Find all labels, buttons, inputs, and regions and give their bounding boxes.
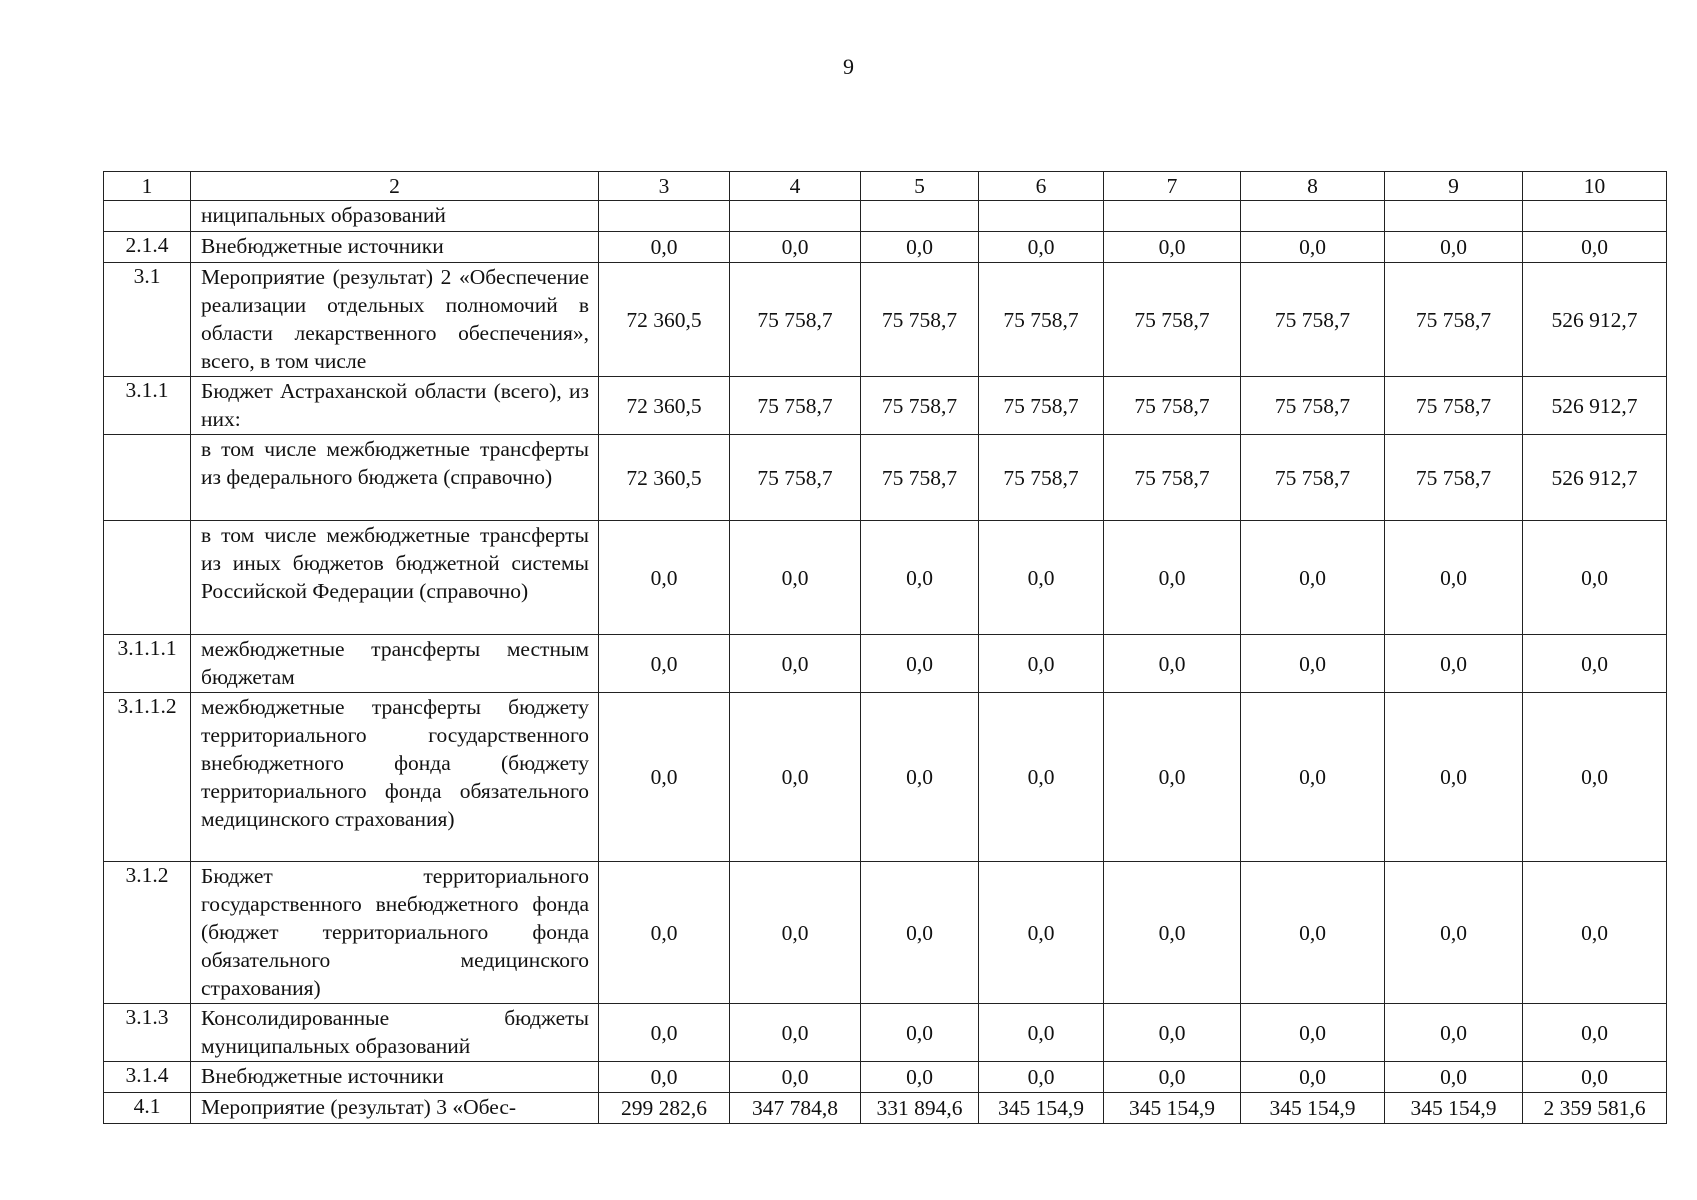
- table-row: [104, 232, 1667, 263]
- table-row: [104, 1093, 1667, 1124]
- value-cell: 75 758,7: [1104, 435, 1241, 521]
- value-cell: 0,0: [1104, 1062, 1241, 1093]
- value-cell: 0,0: [1523, 232, 1667, 263]
- value-cell: 0,0: [599, 1004, 730, 1062]
- value-cell: 75 758,7: [979, 263, 1104, 377]
- value-cell: 347 784,8: [730, 1093, 861, 1124]
- value-cell: 345 154,9: [979, 1093, 1104, 1124]
- value-cell: 0,0: [1104, 862, 1241, 1004]
- value-cell: 75 758,7: [1241, 263, 1385, 377]
- header-row: [104, 172, 1667, 201]
- table-row: [104, 693, 1667, 862]
- table-row: [104, 377, 1667, 435]
- value-cell: 0,0: [1241, 521, 1385, 635]
- column-header: 6: [979, 172, 1104, 201]
- value-cell: 0,0: [861, 635, 979, 693]
- value-cell: 75 758,7: [1241, 377, 1385, 435]
- budget-table: [103, 171, 1667, 1124]
- value-cell: 0,0: [979, 1062, 1104, 1093]
- row-description: в том числе межбюджетные трансферты из иных бюджетов бюджетной системы Российской Федерации (справочно): [191, 521, 599, 635]
- value-cell: [730, 201, 861, 232]
- value-cell: 0,0: [1104, 521, 1241, 635]
- value-cell: 0,0: [861, 232, 979, 263]
- value-cell: 0,0: [1104, 1004, 1241, 1062]
- value-cell: 0,0: [1385, 635, 1523, 693]
- value-cell: 75 758,7: [1104, 377, 1241, 435]
- value-cell: 0,0: [979, 521, 1104, 635]
- value-cell: 0,0: [1523, 862, 1667, 1004]
- value-cell: 0,0: [1385, 521, 1523, 635]
- value-cell: 0,0: [1385, 693, 1523, 862]
- value-cell: 0,0: [1523, 693, 1667, 862]
- column-header: 5: [861, 172, 979, 201]
- row-description: межбюджетные трансферты местным бюджетам: [191, 635, 599, 693]
- value-cell: 0,0: [979, 862, 1104, 1004]
- value-cell: 0,0: [1241, 693, 1385, 862]
- value-cell: 0,0: [979, 693, 1104, 862]
- value-cell: 0,0: [1104, 693, 1241, 862]
- value-cell: 526 912,7: [1523, 263, 1667, 377]
- value-cell: 0,0: [1385, 232, 1523, 263]
- row-number: 3.1: [104, 263, 191, 377]
- column-header: 8: [1241, 172, 1385, 201]
- value-cell: 0,0: [1523, 635, 1667, 693]
- column-header: 2: [191, 172, 599, 201]
- value-cell: 0,0: [730, 862, 861, 1004]
- value-cell: 72 360,5: [599, 377, 730, 435]
- row-description: Внебюджетные источники: [191, 232, 599, 263]
- value-cell: 0,0: [599, 1062, 730, 1093]
- value-cell: 0,0: [861, 862, 979, 1004]
- value-cell: 75 758,7: [861, 263, 979, 377]
- value-cell: 526 912,7: [1523, 435, 1667, 521]
- row-number: 3.1.1: [104, 377, 191, 435]
- row-number: 3.1.1.1: [104, 635, 191, 693]
- value-cell: 75 758,7: [1385, 377, 1523, 435]
- value-cell: 331 894,6: [861, 1093, 979, 1124]
- value-cell: 0,0: [979, 635, 1104, 693]
- column-header: 7: [1104, 172, 1241, 201]
- value-cell: [599, 201, 730, 232]
- value-cell: [861, 201, 979, 232]
- value-cell: 0,0: [730, 1004, 861, 1062]
- value-cell: 75 758,7: [861, 435, 979, 521]
- row-description: Мероприятие (результат) 2 «Обеспечение реализации отдельных полномочий в области лекарственного обеспечения», всего, в том числе: [191, 263, 599, 377]
- value-cell: 526 912,7: [1523, 377, 1667, 435]
- value-cell: 0,0: [1523, 1062, 1667, 1093]
- value-cell: 0,0: [730, 521, 861, 635]
- value-cell: 0,0: [1241, 232, 1385, 263]
- value-cell: 0,0: [1241, 1004, 1385, 1062]
- row-number: [104, 435, 191, 521]
- value-cell: 72 360,5: [599, 263, 730, 377]
- value-cell: 0,0: [1523, 521, 1667, 635]
- value-cell: 0,0: [730, 1062, 861, 1093]
- value-cell: 0,0: [861, 693, 979, 862]
- value-cell: 75 758,7: [1241, 435, 1385, 521]
- value-cell: 0,0: [730, 635, 861, 693]
- value-cell: [979, 201, 1104, 232]
- column-header: 4: [730, 172, 861, 201]
- value-cell: 75 758,7: [979, 435, 1104, 521]
- value-cell: 0,0: [1241, 1062, 1385, 1093]
- row-number: 3.1.2: [104, 862, 191, 1004]
- table-row: [104, 435, 1667, 521]
- value-cell: 0,0: [979, 1004, 1104, 1062]
- value-cell: 0,0: [599, 862, 730, 1004]
- value-cell: 0,0: [1241, 635, 1385, 693]
- value-cell: 72 360,5: [599, 435, 730, 521]
- row-description: Бюджет Астраханской области (всего), из них:: [191, 377, 599, 435]
- table-row: [104, 521, 1667, 635]
- value-cell: 0,0: [1385, 862, 1523, 1004]
- value-cell: 75 758,7: [730, 377, 861, 435]
- value-cell: 0,0: [979, 232, 1104, 263]
- row-description: ниципальных образований: [191, 201, 599, 232]
- table-row: [104, 1004, 1667, 1062]
- value-cell: 75 758,7: [1385, 435, 1523, 521]
- table-row: [104, 263, 1667, 377]
- value-cell: 0,0: [599, 232, 730, 263]
- value-cell: 345 154,9: [1241, 1093, 1385, 1124]
- row-description: Мероприятие (результат) 3 «Обес-: [191, 1093, 599, 1124]
- row-number: 3.1.4: [104, 1062, 191, 1093]
- row-description: межбюджетные трансферты бюджету территориального государственного внебюджетного фонда (бюджету территориального фонда обязательного медицинского страхования): [191, 693, 599, 862]
- row-number: [104, 521, 191, 635]
- value-cell: 75 758,7: [861, 377, 979, 435]
- value-cell: 0,0: [1104, 635, 1241, 693]
- value-cell: 0,0: [599, 521, 730, 635]
- row-number: 4.1: [104, 1093, 191, 1124]
- table-row: [104, 1062, 1667, 1093]
- value-cell: 299 282,6: [599, 1093, 730, 1124]
- value-cell: 345 154,9: [1104, 1093, 1241, 1124]
- value-cell: 75 758,7: [730, 435, 861, 521]
- column-header: 1: [104, 172, 191, 201]
- page-number: 9: [843, 54, 854, 79]
- value-cell: 2 359 581,6: [1523, 1093, 1667, 1124]
- row-number: [104, 201, 191, 232]
- value-cell: 0,0: [1104, 232, 1241, 263]
- value-cell: 0,0: [1241, 862, 1385, 1004]
- row-number: 3.1.3: [104, 1004, 191, 1062]
- value-cell: 0,0: [730, 693, 861, 862]
- value-cell: [1104, 201, 1241, 232]
- value-cell: 0,0: [861, 1004, 979, 1062]
- table-row: [104, 635, 1667, 693]
- value-cell: 0,0: [599, 635, 730, 693]
- row-description: Внебюджетные источники: [191, 1062, 599, 1093]
- row-number: 2.1.4: [104, 232, 191, 263]
- table-row: [104, 201, 1667, 232]
- value-cell: 0,0: [730, 232, 861, 263]
- row-description: в том числе межбюджетные трансферты из федерального бюджета (справочно): [191, 435, 599, 521]
- value-cell: 345 154,9: [1385, 1093, 1523, 1124]
- value-cell: [1523, 201, 1667, 232]
- value-cell: [1385, 201, 1523, 232]
- row-description: Бюджет территориального государственного внебюджетного фонда (бюджет территориального фонда обязательного медицинского страхования): [191, 862, 599, 1004]
- column-header: 10: [1523, 172, 1667, 201]
- value-cell: 0,0: [861, 1062, 979, 1093]
- value-cell: 75 758,7: [730, 263, 861, 377]
- value-cell: 0,0: [1523, 1004, 1667, 1062]
- value-cell: 75 758,7: [979, 377, 1104, 435]
- column-header: 9: [1385, 172, 1523, 201]
- value-cell: [1241, 201, 1385, 232]
- value-cell: 75 758,7: [1385, 263, 1523, 377]
- value-cell: 0,0: [1385, 1004, 1523, 1062]
- row-number: 3.1.1.2: [104, 693, 191, 862]
- row-description: Консолидированные бюджеты муниципальных образований: [191, 1004, 599, 1062]
- table-row: [104, 862, 1667, 1004]
- value-cell: 75 758,7: [1104, 263, 1241, 377]
- value-cell: 0,0: [1385, 1062, 1523, 1093]
- value-cell: 0,0: [861, 521, 979, 635]
- value-cell: 0,0: [599, 693, 730, 862]
- column-header: 3: [599, 172, 730, 201]
